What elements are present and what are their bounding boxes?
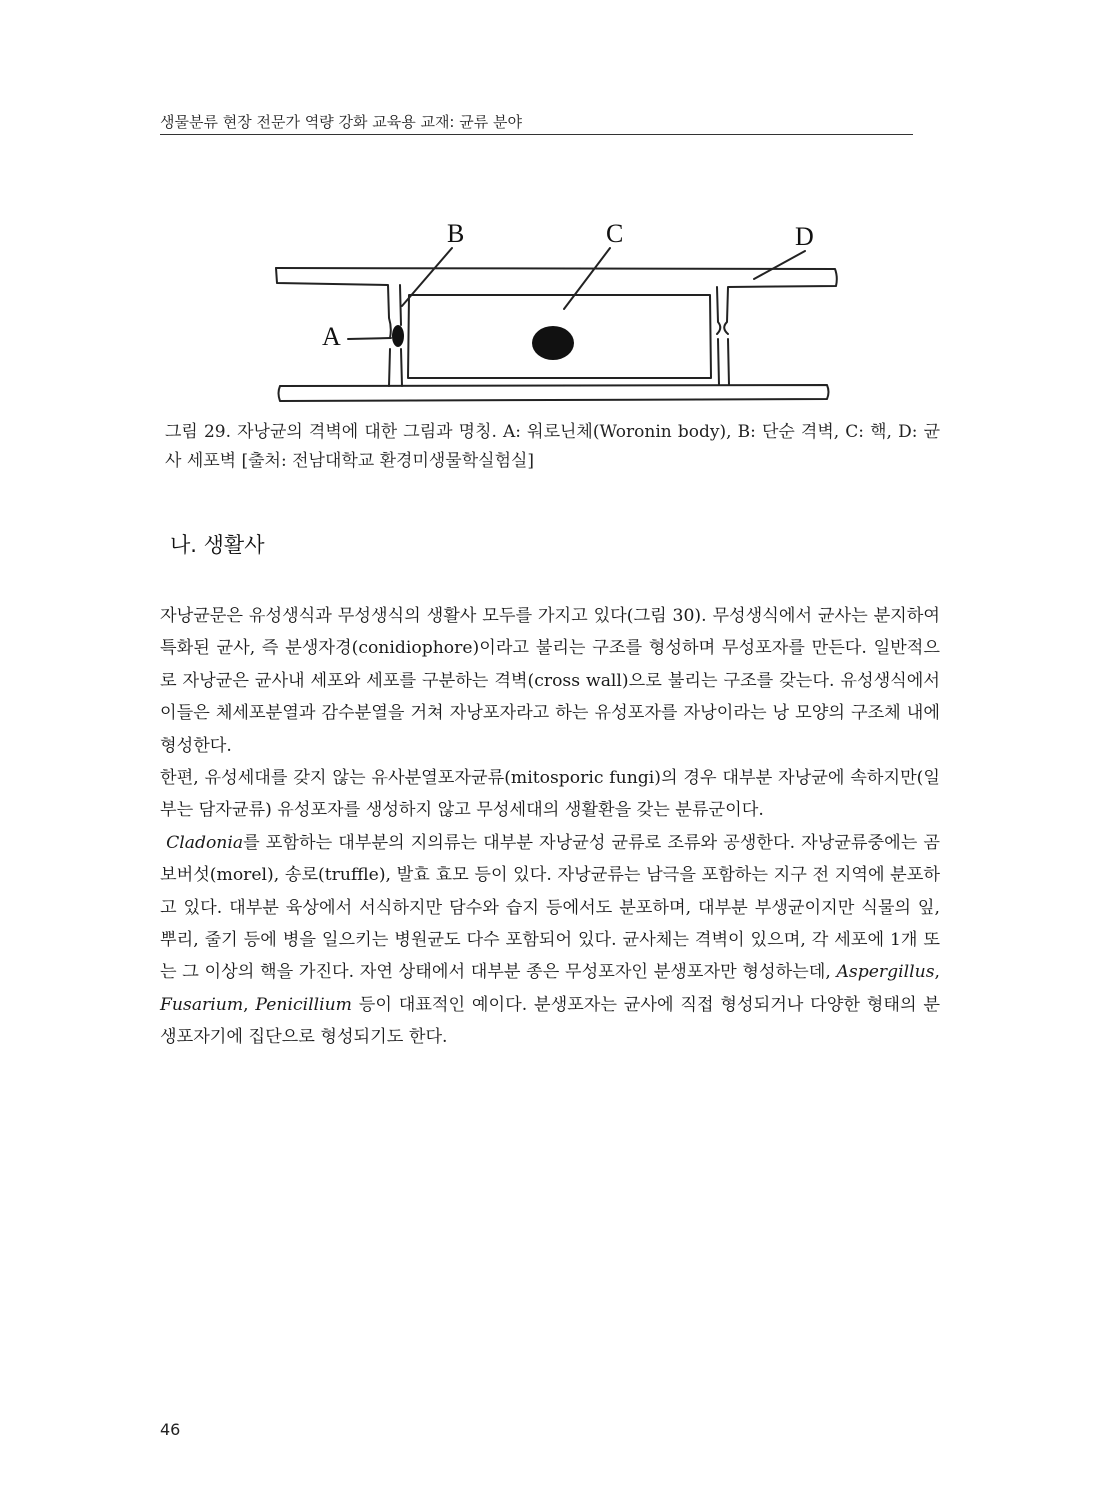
nucleus [532, 326, 574, 360]
septum-diagram [260, 210, 860, 410]
section-title: 나. 생활사 [170, 533, 265, 557]
genus-aspergillus: Aspergillus [836, 962, 935, 983]
septum-left-upper [400, 285, 401, 325]
genus-cladonia: Cladonia [166, 832, 244, 853]
label-b: B [447, 219, 465, 248]
label-c: C [606, 219, 624, 248]
separator-2: , [243, 994, 256, 1015]
label-a: A [322, 322, 341, 351]
figure-caption: 그림 29. 자낭균의 격벽에 대한 그림과 명칭. A: 워로닌체(Woronin body), B: 단순 격벽, C: 핵, D: 균사 세포벽 [출처: 전남대학교 환경미생물학실험실] [165, 422, 940, 471]
paragraph-3-text-1: 를 포함하는 대부분의 지의류는 대부분 자낭균성 균류로 조류와 공생한다. 자낭균류중에는 곰보버섯(morel), 송로(truffle), 발효 효모 등이 있다. 자낭균류는 남극을 포함하는 지구 전 지역에 분포하고 있다. 대부분 육상에서 서식하지만 담수와 습지 등에서도 분포하며, 대부분 부생균이지만 식물의 잎, 뿌리, 줄기 등에 병을 일으키는 병원균도 다수 포함되어 있다. 균사체는 격벽이 있으며, 각 세포에 1개 또는 그 이상의 핵을 가진다. 자연 상태에서 대부분 종은 무성포자인 분생포자만 형성하는데, [160, 832, 940, 983]
genus-penicillium: Penicillium [255, 994, 352, 1015]
leader-line-a [348, 338, 391, 339]
running-header-title: 생물분류 현장 전문가 역량 강화 교육용 교재: 균류 분야 [160, 113, 522, 131]
leader-line-c [564, 248, 610, 309]
septum-right-lower [718, 339, 719, 385]
hypha-bottom-wall [279, 385, 829, 401]
septum-right-upper-inner [717, 287, 720, 334]
page-number: 46 [160, 1420, 181, 1439]
running-header [160, 110, 913, 135]
paragraph-2: 한편, 유성세대를 갖지 않는 유사분열포자균류(mitosporic fungi)의 경우 대부분 자낭균에 속하지만(일부는 담자균류) 유성포자를 생성하지 않고 무성세대의 생활환을 갖는 분류군이다. [160, 768, 940, 821]
separator-1: , [934, 962, 940, 983]
paragraph-3 [160, 827, 940, 1054]
paragraph-1: 자낭균문은 유성생식과 무성생식의 생활사 모두를 가지고 있다(그림 30). 무성생식에서 균사는 분지하여 특화된 균사, 즉 분생자경(conidiophore)이라고 불리는 구조를 형성하며 무성포자를 만든다. 일반적으로 자낭균은 균사내 세포와 세포를 구분하는 격벽(cross wall)으로 불리는 구조를 갖는다. 유성생식에서 이들은 체세포분열과 감수분열을 거쳐 자낭포자라고 하는 유성포자를 자낭이라는 낭 모양의 구조체 내에 형성한다. [160, 606, 940, 756]
body-text [160, 600, 940, 1054]
paragraph-3-text-2: 등이 대표적인 예이다. 분생포자는 균사에 직접 형성되거나 다양한 형태의 분생포자기에 집단으로 형성되기도 한다. [160, 994, 940, 1048]
septum-left-lower-inner [401, 349, 402, 386]
septum-figure [260, 210, 860, 410]
septum-left-lower [389, 349, 390, 386]
woronin-body [392, 325, 404, 347]
leader-line-d [754, 251, 805, 279]
label-d: D [795, 222, 814, 251]
septum-right-lower-inner [728, 339, 729, 385]
leader-line-b [402, 248, 452, 306]
hypha-top-wall [276, 268, 837, 334]
genus-fusarium: Fusarium [160, 994, 244, 1015]
